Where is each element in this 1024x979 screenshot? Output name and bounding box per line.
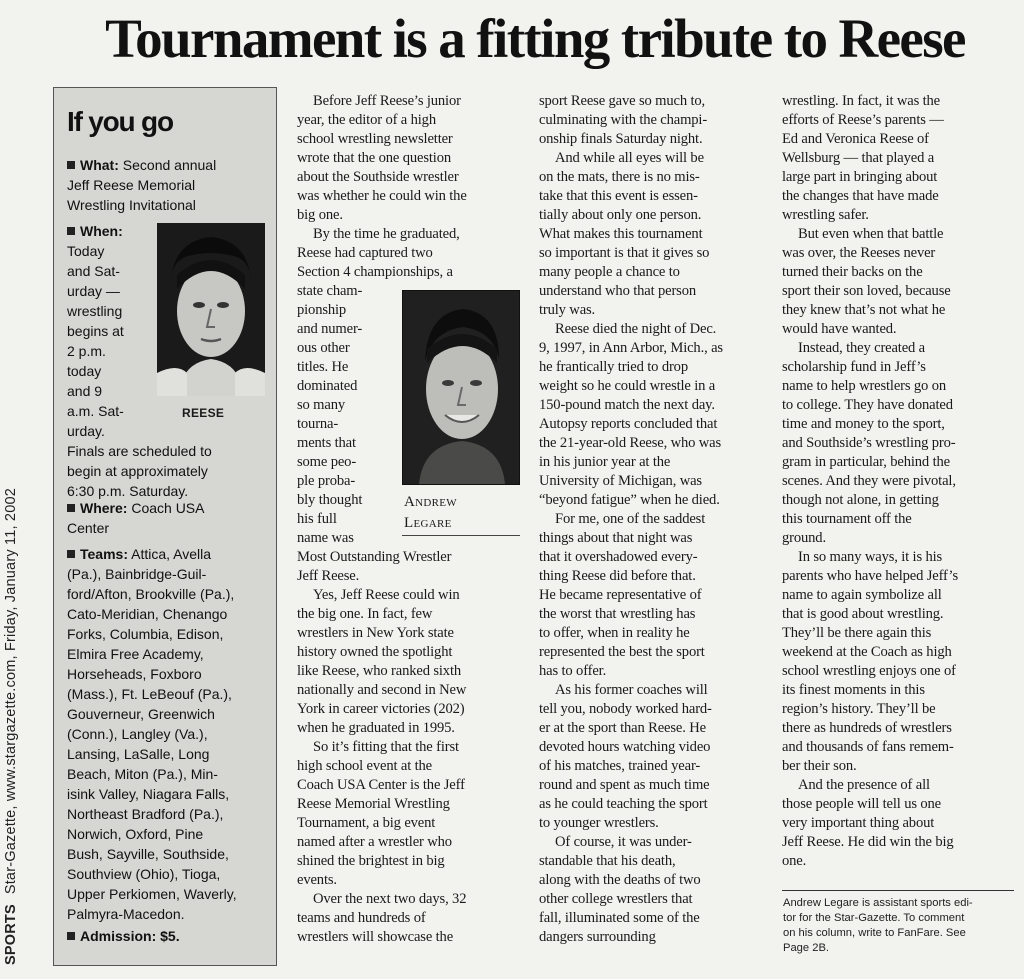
- text-line: devoted hours watching video: [539, 739, 711, 755]
- admission-value: $5.: [156, 928, 180, 944]
- text-line: Today: [67, 243, 105, 259]
- what-line: Second annual: [118, 157, 217, 173]
- text-line: dominated: [297, 378, 358, 394]
- text-line: along with the deaths of two: [539, 872, 701, 888]
- teams-label: Teams:: [80, 546, 128, 562]
- text-line: Finals are scheduled to: [67, 443, 212, 459]
- text-line: weight so he could wrestle in a: [539, 378, 716, 394]
- text-line: take that this event is essen-: [539, 188, 698, 204]
- text-line: large part in bringing about: [782, 169, 938, 185]
- info-what: [67, 155, 216, 215]
- text-line: ground.: [782, 530, 826, 546]
- text-line: one.: [782, 853, 807, 869]
- article-column-1-wrap: [297, 282, 362, 548]
- text-line: name was: [297, 530, 354, 546]
- text-line: so important is that it gives so: [539, 245, 710, 261]
- text-line: they knew that’s not what he: [782, 302, 946, 318]
- article-column-1-bottom: [297, 548, 466, 947]
- text-line: York in career victories (202): [297, 701, 465, 717]
- text-line: name to help wrestlers go on: [782, 378, 946, 394]
- text-line: fall, illuminated some of the: [539, 910, 700, 926]
- text-line: gram in particular, behind the: [782, 454, 950, 470]
- text-line: In so many ways, it is his: [798, 549, 943, 565]
- info-admission: [67, 926, 180, 946]
- text-line: ford/Afton, Brookville (Pa.),: [67, 586, 235, 602]
- section-label: SPORTS: [3, 904, 19, 965]
- text-line: Palmyra-Macedon.: [67, 906, 185, 922]
- text-line: tor for the Star-Gazette. To comment: [783, 912, 965, 924]
- text-line: to offer, when in reality he: [539, 625, 690, 641]
- text-line: many people a chance to: [539, 264, 680, 280]
- text-line: other college wrestlers that: [539, 891, 693, 907]
- text-line: Before Jeff Reese’s junior: [313, 93, 461, 109]
- text-line: and thousands of fans remem-: [782, 739, 954, 755]
- text-line: some peo-: [297, 454, 357, 470]
- text-line: Norwich, Oxford, Pine: [67, 826, 204, 842]
- text-line: Over the next two days, 32: [313, 891, 467, 907]
- text-line: Lansing, LaSalle, Long: [67, 746, 210, 762]
- text-line: ments that: [297, 435, 356, 451]
- text-line: big one.: [297, 207, 343, 223]
- text-line: scenes. And they were pivotal,: [782, 473, 956, 489]
- text-line: round and spent as much time: [539, 777, 710, 793]
- text-line: turned their backs on the: [782, 264, 923, 280]
- bullet-square-icon: [67, 932, 75, 940]
- text-line: Wellsburg — that played a: [782, 150, 935, 166]
- text-line: sport Reese gave so much to,: [539, 93, 706, 109]
- text-line: parents who have helped Jeff’s: [782, 568, 958, 584]
- bullet-square-icon: [67, 550, 75, 558]
- text-line: 6:30 p.m. Saturday.: [67, 483, 189, 499]
- text-line: Reese had captured two: [297, 245, 433, 261]
- text-line: shined the brightest in big: [297, 853, 445, 869]
- bullet-square-icon: [67, 161, 75, 169]
- author-note: [783, 896, 1018, 956]
- text-line: and Sat-: [67, 263, 120, 279]
- text-line: efforts of Reese’s parents —: [782, 112, 944, 128]
- text-line: Upper Perkiomen, Waverly,: [67, 886, 237, 902]
- text-line: ber their son.: [782, 758, 857, 774]
- text-line: Southview (Ohio), Tioga,: [67, 866, 221, 882]
- text-line: Yes, Jeff Reese could win: [313, 587, 460, 603]
- wrestler-portrait-icon: [157, 223, 265, 396]
- admission-label: Admission:: [80, 928, 157, 944]
- text-line: Section 4 championships, a: [297, 264, 453, 280]
- text-line: though not alone, in getting: [782, 492, 939, 508]
- reese-photo: [157, 223, 265, 396]
- when-label: When:: [80, 223, 123, 239]
- text-line: there as hundreds of wrestlers: [782, 720, 952, 736]
- text-line: teams and hundreds of: [297, 910, 426, 926]
- text-line: (Mass.), Ft. LeBeouf (Pa.),: [67, 686, 232, 702]
- text-line: urday.: [67, 423, 105, 439]
- text-line: school wrestling enjoys one of: [782, 663, 956, 679]
- text-line: onship finals Saturday night.: [539, 131, 703, 147]
- text-line: when he graduated in 1995.: [297, 720, 455, 736]
- text-line: bly thought: [297, 492, 363, 508]
- text-line: his full: [297, 511, 337, 527]
- info-where: Where: Coach USA Center: [67, 500, 205, 536]
- text-line: (Pa.), Bainbridge-Guil-: [67, 566, 207, 582]
- text-line: thing Reese did before that.: [539, 568, 696, 584]
- text-line: name to again symbolize all: [782, 587, 942, 603]
- text-line: 9, 1997, in Ann Arbor, Mich., as: [539, 340, 723, 356]
- text-line: high school event at the: [297, 758, 433, 774]
- text-line: Horseheads, Foxboro: [67, 666, 202, 682]
- text-line: begins at: [67, 323, 124, 339]
- text-line: begin at approximately: [67, 463, 208, 479]
- text-line: 2 p.m.: [67, 343, 106, 359]
- text-line: year, the editor of a high: [297, 112, 436, 128]
- text-line: Reese died the night of Dec.: [555, 321, 717, 337]
- text-line: Bush, Sayville, Southside,: [67, 846, 229, 862]
- text-line: on his column, write to FanFare. See: [783, 927, 966, 939]
- text-line: as he could teaching the sport: [539, 796, 708, 812]
- text-line: As his former coaches will: [555, 682, 708, 698]
- text-line: Instead, they created a: [798, 340, 926, 356]
- text-line: understand who that person: [539, 283, 697, 299]
- text-line: By the time he graduated,: [313, 226, 460, 242]
- text-line: that is good about wrestling.: [782, 606, 944, 622]
- text-line: Tournament, a big event: [297, 815, 436, 831]
- text-line: wrestling. In fact, it was the: [782, 93, 941, 109]
- text-line: like Reese, who ranked sixth: [297, 663, 461, 679]
- columnist-photo: [402, 290, 520, 485]
- text-line: Forks, Columbia, Edison,: [67, 626, 224, 642]
- text-line: Elmira Free Academy,: [67, 646, 204, 662]
- text-line: They’ll be there again this: [782, 625, 932, 641]
- text-line: wrestlers in New York state: [297, 625, 454, 641]
- info-teams: Teams: Attica, Avella (Pa.), Bainbridge-Guil- ford/Afton, Brookville (Pa.), Cato-Meridian, Chenango Forks, Columbia, Edison, Elmira Free Academy, Horseheads, Foxboro (Mass.), Ft. LeBeouf (Pa.), Gouverneur, Greenwich (Conn.), Langley (Va.), Lansing, LaSalle, Long Beach, Miton (Pa.), Min- isink Valley, Niagara Falls, Northeast Bradford (Pa.), Norwich, Oxford, Pine Bush, Sayville, Southside, Southview (Ohio), Tioga, Upper Perkiomen, Waverly, Palmyra-Macedon.: [67, 546, 237, 922]
- text-line: of his matches, trained year-: [539, 758, 701, 774]
- text-line: and numer-: [297, 321, 363, 337]
- text-line: he frantically tried to drop: [539, 359, 688, 375]
- text-line: wrestling safer.: [782, 207, 869, 223]
- text-line: to college. They have donated: [782, 397, 953, 413]
- text-line: sport their son loved, because: [782, 283, 951, 299]
- text-line: tially about only one person.: [539, 207, 702, 223]
- text-line: What makes this tournament: [539, 226, 703, 242]
- text-line: history owned the spotlight: [297, 644, 453, 660]
- where-label: Where:: [80, 500, 128, 516]
- text-line: For me, one of the saddest: [555, 511, 706, 527]
- article-column-3: [782, 92, 958, 871]
- text-line: isink Valley, Niagara Falls,: [67, 786, 230, 802]
- text-line: very important thing about: [782, 815, 935, 831]
- byline-last-name: Legare: [404, 515, 452, 531]
- text-line: on the mats, there is no mis-: [539, 169, 700, 185]
- text-line: Ed and Veronica Reese of: [782, 131, 929, 147]
- columnist-portrait-icon: [403, 291, 519, 484]
- text-line: the worst that wrestling has: [539, 606, 696, 622]
- text-line: today: [67, 363, 102, 379]
- text-line: things about that night was: [539, 530, 693, 546]
- text-line: a.m. Sat-: [67, 403, 124, 419]
- text-line: to younger wrestlers.: [539, 815, 659, 831]
- text-line: Cato-Meridian, Chenango: [67, 606, 228, 622]
- text-line: was whether he could win the: [297, 188, 467, 204]
- text-line: the big one. In fact, few: [297, 606, 433, 622]
- what-line: Jeff Reese Memorial: [67, 177, 196, 193]
- text-line: nationally and second in New: [297, 682, 467, 698]
- text-line: named after a wrestler who: [297, 834, 452, 850]
- text-line: scholarship fund in Jeff’s: [782, 359, 926, 375]
- bullet-square-icon: [67, 227, 75, 235]
- text-line: represented the best the sport: [539, 644, 705, 660]
- text-line: Andrew Legare is assistant sports edi-: [783, 897, 973, 909]
- info-box-title: If you go: [67, 106, 173, 137]
- text-line: pionship: [297, 302, 347, 318]
- text-line: region’s history. They’ll be: [782, 701, 936, 717]
- text-line: would have wanted.: [782, 321, 897, 337]
- text-line: ous other: [297, 340, 350, 356]
- text-line: And while all eyes will be: [555, 150, 704, 166]
- text-line: and 9: [67, 383, 103, 399]
- text-line: ple proba-: [297, 473, 356, 489]
- text-line: has to offer.: [539, 663, 607, 679]
- text-line: was over, the Reeses never: [782, 245, 936, 261]
- text-line: Autopsy reports concluded that: [539, 416, 718, 432]
- text-line: its finest moments in this: [782, 682, 925, 698]
- text-line: titles. He: [297, 359, 349, 375]
- text-line: urday —: [67, 283, 120, 299]
- text-line: dangers surrounding: [539, 929, 656, 945]
- text-line: tell you, nobody worked hard-: [539, 701, 712, 717]
- text-line: (Conn.), Langley (Va.),: [67, 726, 208, 742]
- page-folio: [3, 488, 19, 965]
- text-line: So it’s fitting that the first: [313, 739, 459, 755]
- text-line: standable that his death,: [539, 853, 676, 869]
- text-line: school wrestling newsletter: [297, 131, 453, 147]
- text-line: those people will tell us one: [782, 796, 941, 812]
- text-line: Reese Memorial Wrestling: [297, 796, 450, 812]
- text-line: and Southside’s wrestling pro-: [782, 435, 956, 451]
- text-line: weekend at the Coach as high: [782, 644, 952, 660]
- text-line: the 21-year-old Reese, who was: [539, 435, 722, 451]
- text-line: time and money to the sport,: [782, 416, 945, 432]
- text-line: the changes that have made: [782, 188, 939, 204]
- text-line: Jeff Reese.: [297, 568, 360, 584]
- text-line: Jeff Reese. He did win the big: [782, 834, 954, 850]
- byline-rule: [402, 535, 520, 536]
- article-column-2: [539, 92, 723, 947]
- text-line: events.: [297, 872, 337, 888]
- text-line: “beyond fatigue” when he died.: [539, 492, 720, 508]
- text-line: Gouverneur, Greenwich: [67, 706, 215, 722]
- text-line: Northeast Bradford (Pa.),: [67, 806, 224, 822]
- text-line: er at the sport than Reese. He: [539, 720, 706, 736]
- text-line: wrote that the one question: [297, 150, 452, 166]
- headline: Tournament is a fitting tribute to Reese: [105, 8, 965, 69]
- text-line: He became representative of: [539, 587, 702, 603]
- text-line: this tournament off the: [782, 511, 912, 527]
- text-line: culminating with the champi-: [539, 112, 708, 128]
- source-dateline: Star-Gazette, www.stargazette.com, Friday, January 11, 2002: [3, 488, 19, 895]
- bullet-square-icon: [67, 504, 75, 512]
- text-line: so many: [297, 397, 345, 413]
- text-line: about the Southside wrestler: [297, 169, 459, 185]
- text-line: truly was.: [539, 302, 596, 318]
- if-you-go-box: [53, 87, 277, 966]
- text-line: Page 2B.: [783, 942, 830, 954]
- text-line: Most Outstanding Wrestler: [297, 549, 452, 565]
- text-line: And the presence of all: [798, 777, 930, 793]
- text-line: that it overshadowed every-: [539, 549, 698, 565]
- text-line: wrestling: [67, 303, 123, 319]
- photo-caption-reese: REESE: [182, 406, 225, 420]
- text-line: But even when that battle: [798, 226, 944, 242]
- text-line: state cham-: [297, 283, 363, 299]
- article-column-1-top: [297, 92, 467, 282]
- what-label: What:: [80, 157, 119, 173]
- text-line: in his junior year at the: [539, 454, 671, 470]
- text-line: Coach USA Center is the Jeff: [297, 777, 465, 793]
- end-rule: [782, 890, 1014, 891]
- byline-first-name: Andrew: [404, 494, 457, 510]
- where-line: Center: [67, 520, 110, 536]
- text-line: tourna-: [297, 416, 339, 432]
- text-line: wrestlers will showcase the: [297, 929, 454, 945]
- text-line: University of Michigan, was: [539, 473, 702, 489]
- byline: [404, 492, 457, 534]
- text-line: Beach, Miton (Pa.), Min-: [67, 766, 218, 782]
- text-line: Of course, it was under-: [555, 834, 692, 850]
- what-line: Wrestling Invitational: [67, 197, 196, 213]
- text-line: 150-pound match the next day.: [539, 397, 715, 413]
